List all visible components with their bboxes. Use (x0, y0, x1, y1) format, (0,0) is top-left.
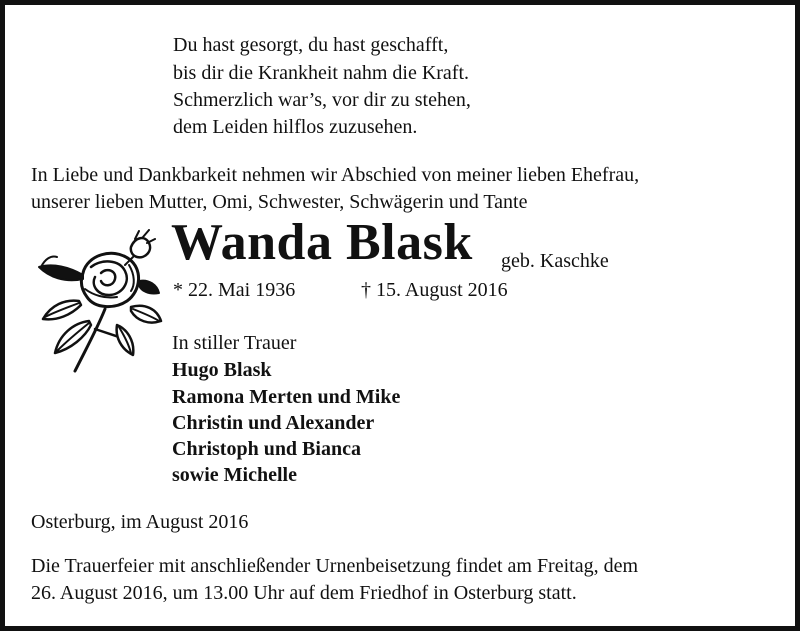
poem-line-3: Schmerzlich war’s, vor dir zu stehen, (173, 89, 471, 111)
intro-line-2: unserer lieben Mutter, Omi, Schwester, Schwägerin und Tante (31, 191, 528, 213)
place-date: Osterburg, im August 2016 (31, 511, 249, 533)
mourner-name: Christoph und Bianca (172, 438, 361, 460)
intro-line-1: In Liebe und Dankbarkeit nehmen wir Abschied von meiner lieben Ehefrau, (31, 164, 640, 186)
mourner-name: Ramona Merten und Mike (172, 386, 401, 408)
funeral-line-1: Die Trauerfeier mit anschließender Urnenbeisetzung findet am Freitag, dem (31, 555, 639, 577)
maiden-name: geb. Kaschke (501, 250, 609, 272)
mourners-heading: In stiller Trauer (172, 332, 297, 354)
funeral-line-2: 26. August 2016, um 13.00 Uhr auf dem Friedhof in Osterburg statt. (31, 582, 577, 604)
deceased-name: Wanda Blask (171, 214, 473, 271)
birth-date: * 22. Mai 1936 (173, 279, 296, 301)
rose-icon (35, 229, 163, 377)
poem-line-2: bis dir die Krankheit nahm die Kraft. (173, 62, 470, 84)
mourner-name: Hugo Blask (172, 359, 272, 381)
mourner-name: Christin und Alexander (172, 412, 375, 434)
poem-line-1: Du hast gesorgt, du hast geschafft, (173, 34, 449, 56)
poem-line-4: dem Leiden hilflos zuzusehen. (173, 116, 418, 138)
mourner-name: sowie Michelle (172, 464, 297, 486)
death-date: † 15. August 2016 (361, 279, 508, 301)
